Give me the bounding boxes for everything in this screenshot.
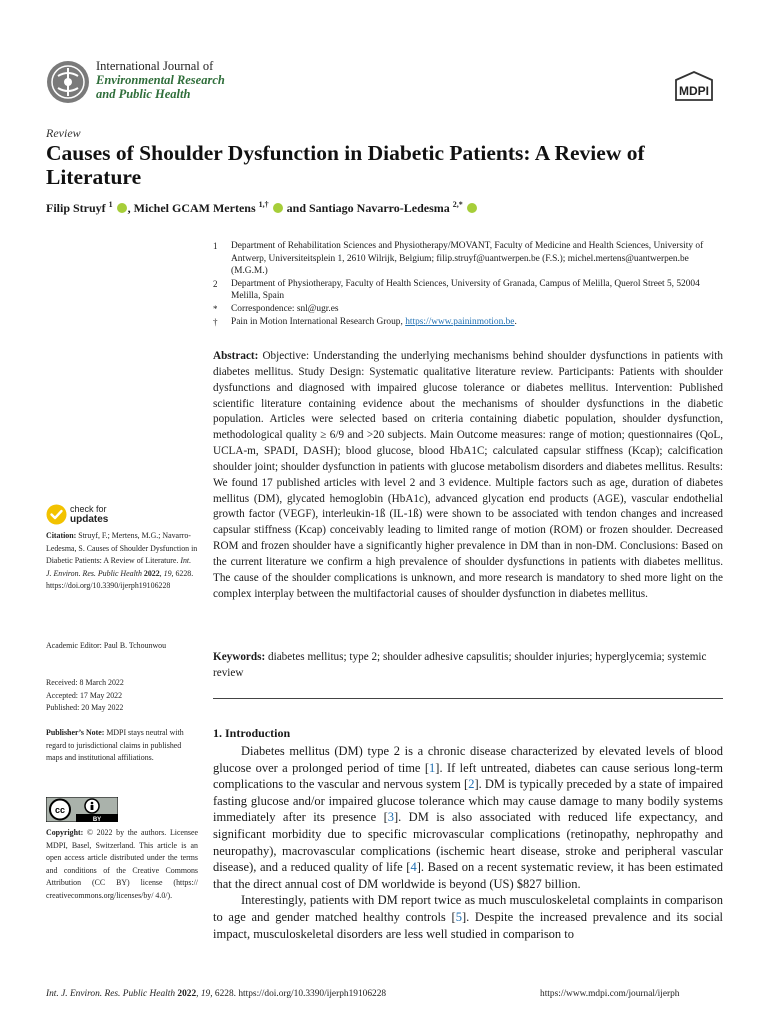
affiliation-mark: †	[213, 316, 218, 327]
affiliation-text: Department of Physiotherapy, Faculty of Health Sciences, University of Granada, Campus of Melilla, Querol Street 5, 52004 Melilla, Spain	[231, 278, 700, 302]
citation-reference-link[interactable]: 3	[387, 810, 394, 825]
footer-doi[interactable]: 6228. https://doi.org/10.3390/ijerph19106228	[212, 989, 387, 999]
citation-journal: Int. J. Environ. Res. Public Health	[46, 556, 192, 578]
publisher-note-text: MDPI stays neutral with regard to jurisdictional claims in published maps and institutional affiliations.	[46, 728, 184, 762]
section-heading-introduction: 1. Introduction	[213, 726, 291, 740]
copyright-label: Copyright:	[46, 828, 84, 837]
citation-volume: , 19,	[159, 568, 174, 578]
citation-doi[interactable]: 6228. https://doi.org/10.3390/ijerph19106228	[46, 568, 194, 590]
copyright-text: © 2022 by the authors. Licensee MDPI, Basel, Switzerland. This article is an open access article distributed under the terms and conditions of the Creative Commons Attribution (CC BY) license (https:// creativecommons.org/licenses/by/ 4.0/).	[46, 828, 198, 900]
author-affiliation-mark: 1	[108, 200, 113, 209]
citation-block	[46, 530, 198, 593]
journal-name-line3: and Public Health	[96, 87, 191, 101]
article-title: Causes of Shoulder Dysfunction in Diabetic Patients: A Review of Literature	[46, 141, 645, 189]
citation-reference-link[interactable]: 4	[410, 860, 417, 875]
abstract	[213, 349, 723, 603]
academic-editor	[46, 640, 198, 653]
orcid-icon[interactable]	[273, 203, 283, 213]
affiliation-list	[213, 240, 723, 328]
author-list	[46, 200, 736, 216]
affiliation-text: Department of Rehabilitation Sciences and Physiotherapy/MOVANT, Faculty of Medicine and Health Sciences, University of Antwerp, Universiteitsplein 1, 2610 Wilrijk, Belgium; filip.struyf@uantwerpen.be (F.S.); michel.mertens@uantwerpen.be (M.G.M.)	[231, 241, 704, 277]
mdpi-logo-text: MDPI	[679, 84, 709, 98]
correspondence-text: Correspondence: snl@ugr.es	[231, 303, 339, 314]
author-name[interactable]: Santiago Navarro-Ledesma	[309, 201, 450, 215]
publisher-note	[46, 727, 198, 765]
author-name[interactable]: Michel GCAM Mertens	[133, 201, 256, 215]
orcid-icon[interactable]	[117, 203, 127, 213]
citation-reference-link[interactable]: 1	[429, 760, 436, 775]
footer-volume: , 19,	[196, 989, 213, 999]
affiliation-item	[213, 303, 723, 316]
author-separator: and	[283, 201, 309, 215]
journal-logo-icon	[46, 60, 90, 104]
keywords-text: diabetes mellitus; type 2; shoulder adhesive capsulitis; shoulder injuries; hyperglycemia; systemic review	[213, 651, 707, 679]
pain-in-motion-link[interactable]: https://www.paininmotion.be	[405, 316, 515, 327]
author-separator: ,	[127, 201, 134, 215]
affiliation-text: Pain in Motion International Research Group,	[231, 316, 406, 327]
journal-name-line1: International Journal of	[96, 59, 214, 73]
abstract-text: Objective: Understanding the underlying mechanisms behind shoulder dysfunctions in patients with diabetes mellitus. Study Design: Systematic qualitative literature review. Participants: Patients with shoulder dysfunctions and diagnosed with impaired glucose tolerance or diabetes mellitus. Intervention: Published scientific literature containing evidence about the mechanisms of shoulder dysfunctions in the diabetic population. Articles were selected based on criteria containing diabetic population, shoulder dysfunction, methodological quality ≥ 6/9 and >20 subjects. Main Outcome measures: range of motion; questionnaires (QoL, UCLA-m, SPADI, DASH); blood glucose, blood HbA1C; calculated capsular stiffness (Kcap); calcification shoulder joint; shoulder dysfunction in patients with glucose metabolism disorders and diabetes mellitus. Results: We found 17 published articles with level 2 and 3 evidence. Multiple factors such as age, duration of diabetes mellitus (DM), glycated hemoglobin (HbA1c), advanced glycation end products (AGE), vascular endothelial growth factor (VEGF), interleukin-1ß (IL-1ß) were shown to be associated with tendon changes and increased capsular stiffness (Kcap) conceivably leading to limited range of motion (ROM) or frozen shoulder. Decreased ROM and frozen shoulder have a significantly higher prevalence in DM than in non-DM. Conclusions: Based on the current literature we confirm a high prevalence of shoulder dysfunctions in patients with diabetes mellitus. The cause of the shoulder complications is unknown, and more research is mandatory to shed more light on the complex interplay between the multifactorial causes of shoulder dysfunction in diabetes mellitus.	[213, 350, 723, 600]
citation-reference-link[interactable]: 2	[468, 777, 475, 792]
author-affiliation-mark: 1,†	[258, 200, 269, 209]
intro-paragraph-2	[213, 892, 723, 942]
intro-text-segment: ]. If left untreated, diabetes can cause serious long-term complications to the vascular and nervous system [	[213, 760, 723, 792]
intro-text-segment: ]. DM is also associated with reduced life expectancy, and significant morbidity due to specific microvascular complications (retinopathy, nephropathy and neuropathy), macrovascular complications (ischemic heart disease, stroke and peripheral vascular disease), and a reduced quality of life [	[213, 810, 723, 875]
mdpi-logo-icon[interactable]	[666, 70, 722, 102]
abstract-label: Abstract:	[213, 350, 259, 362]
journal-name	[96, 59, 225, 101]
affiliation-item	[213, 240, 723, 278]
affiliation-mark: 2	[213, 278, 218, 289]
publication-dates	[46, 677, 198, 715]
citation-label: Citation:	[46, 531, 77, 540]
accepted-date: Accepted: 17 May 2022	[46, 690, 123, 700]
citation-text: Struyf, F.; Mertens, M.G.; Navarro-Ledesma, S. Causes of Shoulder Dysfunction in Diabetic Patients: A Review of Literature.	[46, 531, 198, 565]
check-for-updates-button[interactable]	[70, 505, 108, 524]
footer-journal-url[interactable]: https://www.mdpi.com/journal/ijerph	[540, 989, 680, 999]
introduction-body	[213, 743, 723, 942]
cc-by-license-badge[interactable]	[46, 797, 118, 822]
editor-label: Academic Editor:	[46, 641, 102, 650]
intro-text-segment: ]. Despite the increased prevalence and its social impact, musculoskeletal disorders are less well studied in comparison to	[213, 909, 723, 941]
orcid-icon[interactable]	[467, 203, 477, 213]
check-for-updates-icon[interactable]	[46, 504, 67, 525]
author-name[interactable]: Filip Struyf	[46, 201, 106, 215]
intro-text-segment: Interestingly, patients with DM report twice as much musculoskeletal complaints in comparison to age and gender matched healthy controls [	[213, 893, 723, 924]
published-date: Published: 20 May 2022	[46, 703, 124, 712]
keywords	[213, 650, 723, 682]
intro-paragraph-1	[213, 743, 723, 892]
affiliation-mark: *	[213, 303, 218, 314]
intro-text-segment: Diabetes mellitus (DM) type 2 is a chronic disease characterized by elevated levels of blood glucose over a prolonged period of time [	[213, 744, 723, 775]
affiliation-trailing: .	[514, 316, 517, 327]
cc-by-text: BY	[92, 817, 102, 822]
received-date: Received: 8 March 2022	[46, 678, 124, 687]
section-divider	[213, 698, 723, 699]
author-affiliation-mark: 2,*	[452, 200, 463, 209]
journal-name-line2: Environmental Research	[96, 73, 225, 87]
footer-journal: Int. J. Environ. Res. Public Health	[46, 989, 176, 999]
affiliation-mark: 1	[213, 241, 218, 251]
check-updates-line1: check for	[70, 504, 107, 514]
affiliation-item	[213, 278, 723, 303]
citation-reference-link[interactable]: 5	[455, 909, 462, 924]
cc-logo-glyph: cc	[54, 805, 66, 815]
copyright-notice	[46, 827, 198, 902]
footer-year: 2022	[175, 989, 197, 999]
affiliation-item	[213, 316, 723, 329]
citation-year: 2022	[141, 568, 160, 578]
editor-name: Paul B. Tchounwou	[101, 641, 167, 650]
keywords-label: Keywords:	[213, 651, 266, 663]
publisher-note-label: Publisher’s Note:	[46, 728, 105, 737]
footer-citation	[46, 989, 386, 999]
intro-text-segment: ]. DM is typically preceded by a state of impaired fasting glucose and/or impaired glucose tolerance which may cause damage to many bodily systems immediately after its presence [	[213, 777, 724, 825]
intro-text-segment: ]. Based on a recent systematic review, it has been estimated that the direct annual cost of DM worldwide is beyond (US) $827 billion.	[213, 860, 723, 891]
article-type: Review	[46, 126, 81, 140]
check-updates-line2: updates	[70, 513, 109, 525]
